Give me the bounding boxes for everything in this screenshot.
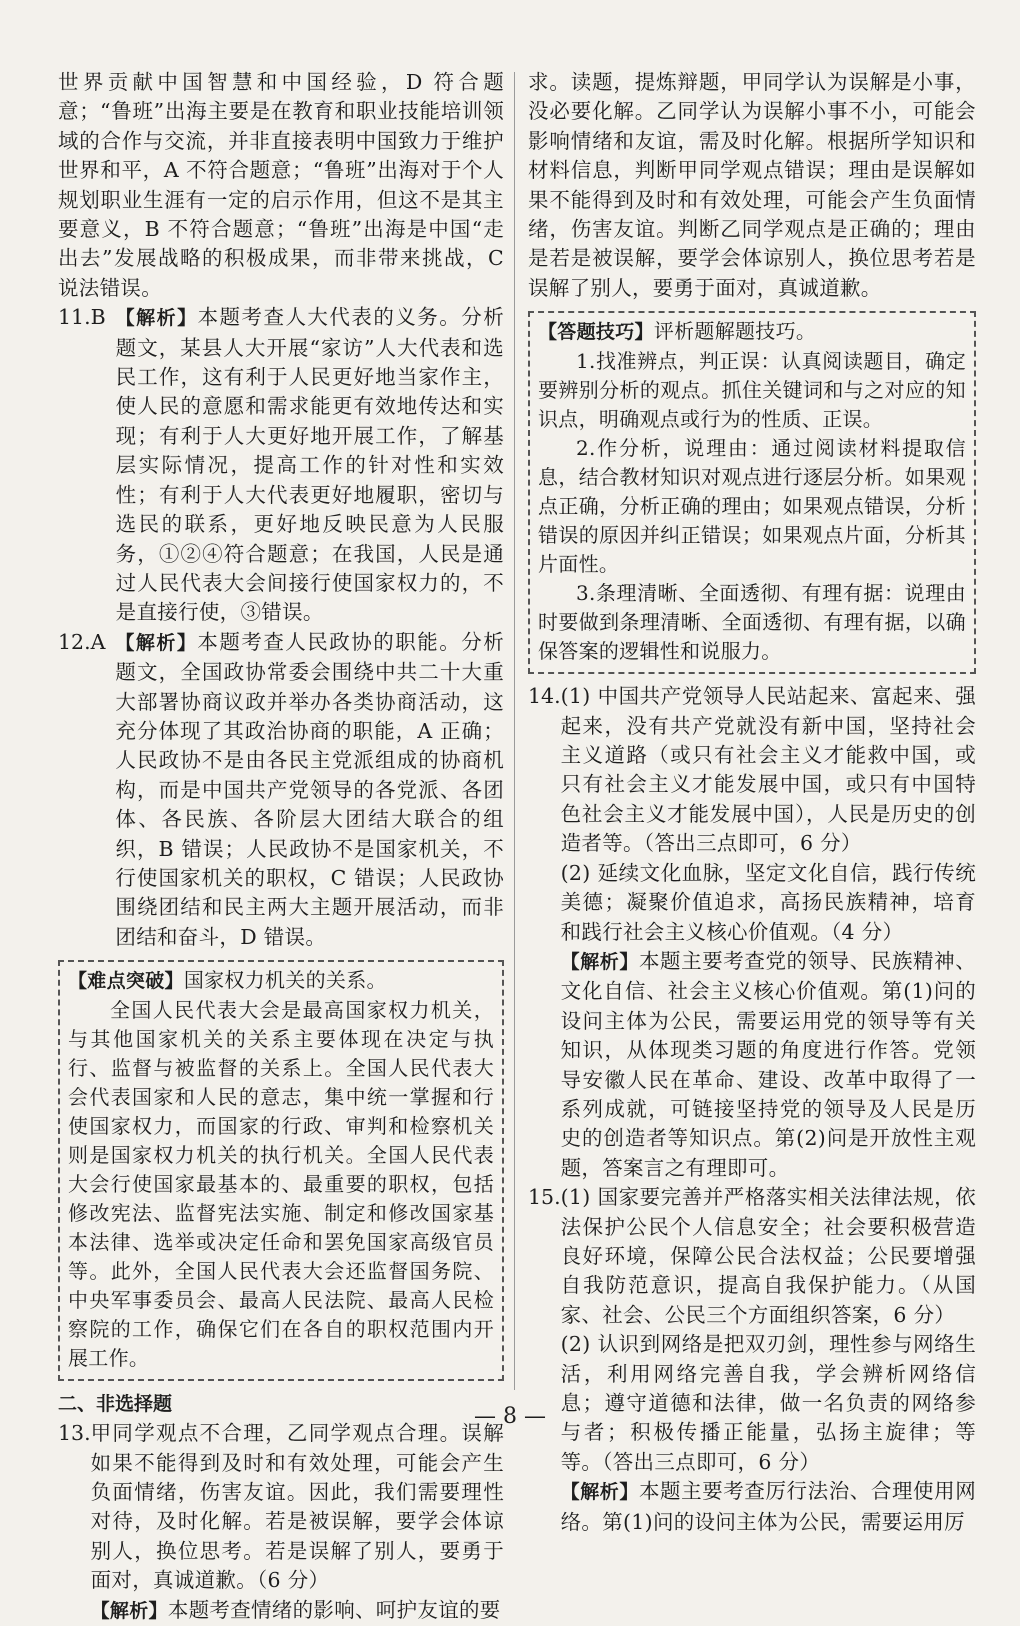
- right-column: [528, 68, 976, 1537]
- answer-12-text: 本题考查人民政协的职能。分析题文，全国政协常委会围绕中共二十大重大部署协商议政并举办各类协商活动，这充分体现了其政治协商的职能，A 正确；人民政协不是由各民主党派组成的协商机构，而是中国共产党领导的各党派、各团体、各民族、各阶层大团结大联合的组织，B 错误；人民政协不是国家机关，不行使国家机关的职权，C 错误；人民政协围绕团结和民主两大主题开展活动，而非团结和奋斗，D 错误。: [115, 629, 504, 949]
- answer-13-text: 甲同学观点不合理，乙同学观点合理。误解如果不能得到及时和有效处理，可能会产生负面情绪，伤害友谊。因此，我们需要理性对待，及时化解。若是被误解，要学会体谅别人，换位思考。若是误解了别人，要勇于面对，真诚道歉。（6 分）: [90, 1421, 504, 1593]
- box-body: 全国人民代表大会是最高国家权力机关，与其他国家机关的关系主要体现在决定与执行、监督与被监督的关系上。全国人民代表大会代表国家和人民的意志，集中统一掌握和行使国家权力，而国家的行政、审判和检察机关则是国家权力机关的执行机关。全国人民代表大会行使国家最基本的、最重要的职权，包括修改宪法、监督宪法实施、制定和修改国家基本法律、选举或决定任命和罢免国家高级官员等。此外，全国人民代表大会还监督国务院、中央军事委员会、最高人民法院、最高人民检察院的工作，确保它们在各自的职权范围内开展工作。: [68, 998, 494, 1371]
- tip-step-1: 1.找准辨点，判正误：认真阅读题目，确定要辨别分析的观点。抓住关键词和与之对应的知识点，明确观点或行为的性质、正误。: [538, 349, 966, 432]
- box-title: 国家权力机关的关系。: [183, 968, 387, 993]
- analysis-tag: 【解析】: [115, 631, 198, 654]
- answer-tips-box: [528, 311, 976, 674]
- box-title: 评析题解题技巧。: [653, 319, 817, 344]
- answer-15-part-1: (1) 国家要完善并严格落实相关法律法规，依法保护公民个人信息安全；社会要积极营造良好环境，保障公民合法权益；公民要增强自我防范意识，提高自我保护能力。（从国家、社会、公民三个方面组织答案，6 分）: [560, 1185, 976, 1327]
- answer-11-text: 本题考查人大代表的义务。分析题文，某县人大开展“家访”人大代表和选民工作，这有利于人民更好地当家作主，使人民的意愿和需求能更有效地传达和实现；有利于人大更好地开展工作，了解基层实际情况，提高工作的针对性和实效性；有利于人大代表更好地履职，密切与选民的联系，更好地反映民意为人民服务，①②④符合题意；在我国，人民是通过人民代表大会间接行使国家权力的，不是直接行使，③错误。: [115, 305, 504, 625]
- tip-step-3: 3.条理清晰、全面透彻、有理有据：说理由时要做到条理清晰、全面透彻、有理有据，以确保答案的逻辑性和说服力。: [538, 581, 966, 664]
- answer-14: [528, 682, 976, 1183]
- column-divider: [514, 72, 515, 1390]
- answer-12-number: 12.A: [58, 629, 106, 654]
- answer-15: [528, 1183, 976, 1537]
- analysis-tag: 【解析】: [90, 1599, 168, 1622]
- answer-11: [58, 303, 504, 627]
- intro-paragraph: 世界贡献中国智慧和中国经验，D 符合题意；“鲁班”出海主要是在教育和职业技能培训领域的合作与交流，并非直接表明中国致力于维护世界和平，A 不符合题意；“鲁班”出海对于个人规划职业生涯有一定的启示作用，但这不是其主要意义，B 不符合题意；“鲁班”出海是中国“走出去”发展战略的积极成果，而非带来挑战，C 说法错误。: [58, 70, 504, 300]
- difficulty-breakthrough-box: [58, 960, 504, 1381]
- answer-12: [58, 628, 504, 952]
- answer-13-number: 13.: [58, 1421, 91, 1446]
- box-tag: 【答题技巧】: [538, 321, 654, 344]
- page-number: — 8 —: [474, 1404, 546, 1429]
- analysis-tag: 【解析】: [115, 307, 198, 330]
- box-tag: 【难点突破】: [68, 970, 184, 993]
- left-column: [58, 68, 504, 1626]
- continued-paragraph: 求。读题，提炼辩题，甲同学认为误解是小事，没必要化解。乙同学认为误解小事不小，可能会影响情绪和友谊，需及时化解。根据所学知识和材料信息，判断甲同学观点错误；理由是误解如果不能得到及时和有效处理，可能会产生负面情绪，伤害友谊。判断乙同学观点是正确的；理由是若是被误解，要学会体谅别人，换位思考若是误解了别人，要勇于面对，真诚道歉。: [528, 70, 976, 300]
- analysis-tag: 【解析】: [560, 950, 639, 973]
- analysis-tag: 【解析】: [560, 1481, 639, 1504]
- section-title: 二、非选择题: [58, 1393, 173, 1416]
- answer-14-number: 14.: [528, 684, 561, 709]
- answer-14-part-2: (2) 延续文化血脉，坚定文化自信，践行传统美德；凝聚价值追求，高扬民族精神，培育和践行社会主义核心价值观。（4 分）: [560, 860, 976, 944]
- answer-15-part-2: (2) 认识到网络是把双刃剑，理性参与网络生活，利用网络完善自我，学会辨析网络信息；遵守道德和法律，做一名负责的网络参与者；积极传播正能量，弘扬主旋律；等等。（答出三点即可，6 分）: [560, 1332, 976, 1474]
- tip-step-2: 2.作分析，说理由：通过阅读材料提取信息，结合教材知识对观点进行逐层分析。如果观点正确，分析正确的理由；如果观点错误，分析错误的原因并纠正错误；如果观点片面，分析其片面性。: [538, 436, 966, 577]
- answer-14-analysis: 本题主要考查党的领导、民族精神、文化自信、社会主义核心价值观。第(1)问的设问主体为公民，需要运用党的领导等有关知识，从体现类习题的角度进行作答。党领导安徽人民在革命、建设、改革中取得了一系列成就，可链接坚持党的领导及人民是历史的创造者等知识点。第(2)问是开放性主观题，答案言之有理即可。: [560, 948, 976, 1180]
- answer-13: [58, 1419, 504, 1626]
- answer-11-number: 11.B: [58, 305, 106, 330]
- answer-15-number: 15.: [528, 1185, 561, 1210]
- answer-15-analysis: 本题主要考查厉行法治、合理使用网络。第(1)问的设问主体为公民，需要运用厉: [560, 1479, 976, 1534]
- answer-14-part-1: (1) 中国共产党领导人民站起来、富起来、强起来，没有共产党就没有新中国，坚持社会主义道路（或只有社会主义才能救中国，或只有社会主义才能发展中国，或只有中国特色社会主义才能发展中国），人民是历史的创造者等。（答出三点即可，6 分）: [560, 684, 976, 856]
- answer-13-analysis: 本题考查情绪的影响、呵护友谊的要: [167, 1597, 501, 1622]
